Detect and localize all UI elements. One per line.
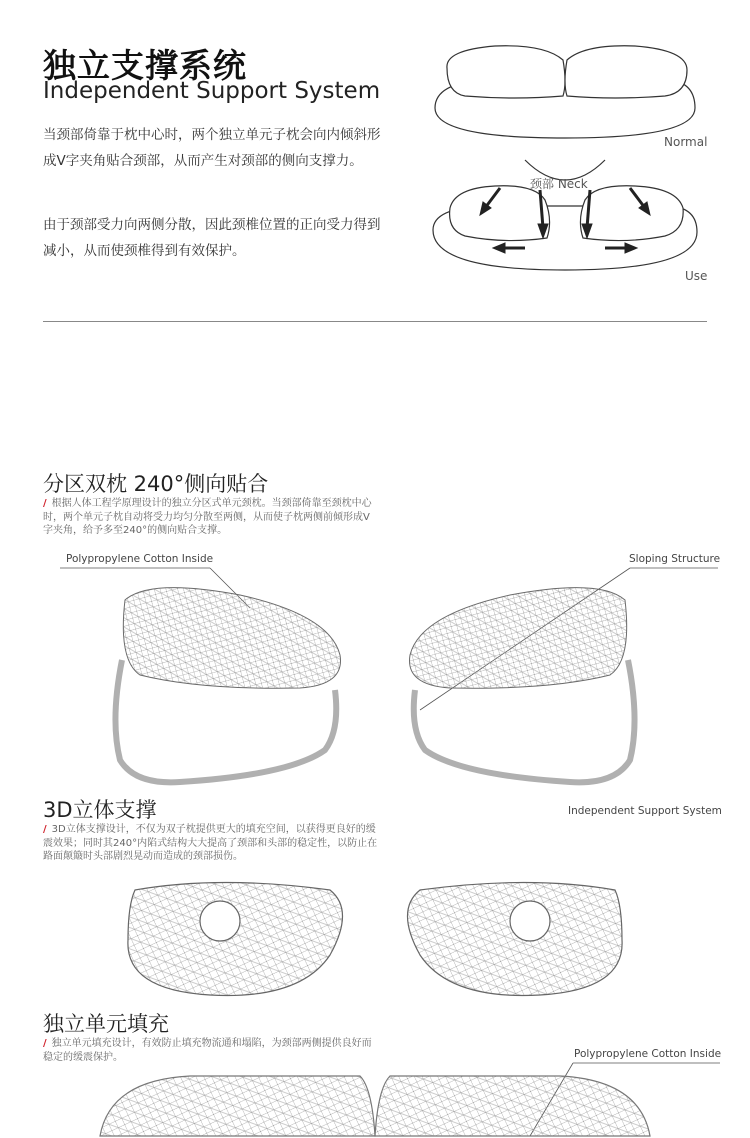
wireframe-pillows-pair-2 xyxy=(0,875,750,1005)
section1-desc-text: 根据人体工程学原理设计的独立分区式单元颈枕。当颈部倚靠至颈枕中心时，两个单元子枕自动将受力均匀分散至两侧，从而使子枕两侧前倾形成V字夹角，给予多至240°的侧向贴合支撑。 xyxy=(43,498,372,536)
wireframe-pillows-pair-1 xyxy=(0,560,750,800)
label-neck: 颈部 Neck xyxy=(530,177,588,191)
section-divider xyxy=(43,321,707,322)
section3-desc-text: 独立单元填充设计，有效防止填充物流通和塌陷，为颈部两侧提供良好而稳定的缓震保护。 xyxy=(43,1038,372,1063)
callout-sloping-structure: Sloping Structure xyxy=(629,553,721,565)
accent-slash: / xyxy=(43,1038,47,1049)
callout-polypropylene-1: Polypropylene Cotton Inside xyxy=(66,553,214,565)
section2-desc-text: 3D立体支撑设计，不仅为双子枕提供更大的填充空间，以获得更良好的缓震效果；同时其240°内陷式结构大大提高了颈部和头部的稳定性，以防止在路面颠簸时头部剧烈晃动而造成的颈部损伤。 xyxy=(43,824,378,862)
accent-slash: / xyxy=(43,498,47,509)
callout-independent-support: Independent Support System xyxy=(568,805,722,817)
accent-slash: / xyxy=(43,824,47,835)
intro-paragraph-2: 由于颈部受力向两侧分散，因此颈椎位置的正向受力得到减小，从而使颈椎得到有效保护。 xyxy=(43,217,381,259)
section2-title: 3D立体支撑 xyxy=(43,798,157,822)
section2-description xyxy=(43,823,378,864)
label-use: Use xyxy=(685,269,708,283)
section3-title: 独立单元填充 xyxy=(43,1012,169,1036)
page-subtitle: Independent Support System xyxy=(43,78,381,104)
section1-description xyxy=(43,497,378,538)
label-normal: Normal xyxy=(664,135,708,149)
wireframe-pillow-top xyxy=(0,1058,750,1138)
section1-title: 分区双枕 240°侧向贴合 xyxy=(43,472,269,496)
page-title: 独立支撑系统 xyxy=(43,46,247,85)
intro-paragraph-1: 当颈部倚靠于枕中心时，两个独立单元子枕会向内倾斜形成V字夹角贴合颈部，从而产生对颈部的侧向支撑力。 xyxy=(43,127,381,169)
callout-polypropylene-2: Polypropylene Cotton Inside xyxy=(574,1048,722,1060)
